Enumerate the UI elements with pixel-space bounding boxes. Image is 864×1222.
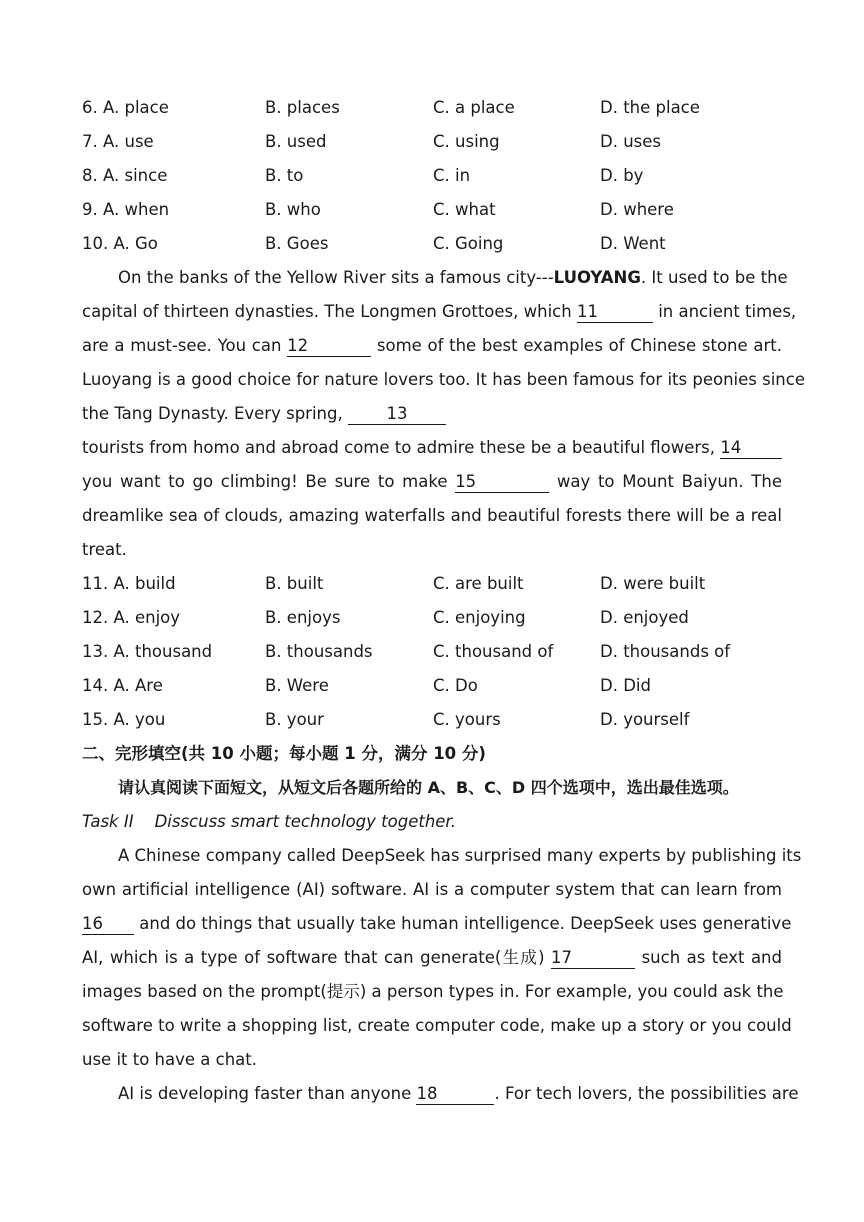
option-c: C. enjoying: [433, 608, 526, 627]
text: AI is developing faster than anyone: [118, 1084, 412, 1103]
option-d: D. where: [600, 200, 674, 219]
option-d: D. thousands of: [600, 642, 731, 661]
option-b: B. thousands: [265, 642, 373, 661]
option-a-text: A. build: [113, 574, 176, 593]
option-a: [82, 601, 180, 635]
passage1-line-5: [82, 397, 782, 431]
question-number: 15.: [82, 710, 109, 729]
question-number: 13.: [82, 642, 109, 661]
option-b: B. to: [265, 166, 304, 185]
option-b: B. your: [265, 710, 324, 729]
option-a: [82, 125, 154, 159]
option-a-text: A. Are: [113, 676, 163, 695]
passage2-line-6: software to write a shopping list, create computer code, make up a story or you could: [82, 1016, 792, 1035]
question-number: 9.: [82, 200, 98, 219]
option-a: [82, 159, 167, 193]
option-a-text: A. when: [103, 200, 170, 219]
blank-18[interactable]: 18: [416, 1084, 494, 1105]
option-a-text: A. use: [103, 132, 154, 151]
question-number: 10.: [82, 234, 109, 253]
blank-14[interactable]: 14: [720, 438, 782, 459]
option-b: B. who: [265, 200, 321, 219]
passage1-line-3: [82, 329, 782, 363]
text: the Tang Dynasty. Every spring,: [82, 404, 343, 423]
passage1-line-4: Luoyang is a good choice for nature lovers too. It has been famous for its peonies since: [82, 370, 805, 389]
option-d: D. by: [600, 166, 644, 185]
blank-17[interactable]: 17: [551, 948, 635, 969]
passage1-line-6: [82, 431, 782, 465]
option-d: D. the place: [600, 98, 700, 117]
option-a-text: A. you: [113, 710, 166, 729]
option-d: D. enjoyed: [600, 608, 689, 627]
text: tourists from homo and abroad come to admire these be a beautiful flowers,: [82, 438, 716, 457]
blank-15[interactable]: 15: [455, 472, 549, 493]
options-row-9: [82, 193, 782, 227]
option-d: D. uses: [600, 132, 661, 151]
option-b: B. built: [265, 574, 324, 593]
option-b: B. places: [265, 98, 340, 117]
question-number: 14.: [82, 676, 109, 695]
option-a-text: A. since: [103, 166, 168, 185]
option-d: D. Did: [600, 676, 651, 695]
option-c: C. what: [433, 200, 496, 219]
option-a: [82, 703, 165, 737]
blank-16[interactable]: 16: [82, 914, 134, 935]
option-c: C. are built: [433, 574, 524, 593]
blank-11[interactable]: 11: [577, 302, 653, 323]
text: in ancient times,: [658, 302, 797, 321]
option-a: [82, 635, 212, 669]
option-c: C. a place: [433, 98, 515, 117]
passage1-line-2: [82, 295, 797, 329]
text: some of the best examples of Chinese stone art.: [376, 336, 782, 355]
option-a-text: A. thousand: [113, 642, 213, 661]
option-a: [82, 91, 169, 125]
options-row-14: [82, 669, 782, 703]
question-number: 7.: [82, 132, 98, 151]
passage2-line-8: [82, 1077, 799, 1111]
passage1-line-7: [82, 465, 782, 499]
option-c: C. in: [433, 166, 471, 185]
text: AI, which is a type of software that can generate(生成): [82, 948, 545, 967]
option-b: B. Goes: [265, 234, 329, 253]
options-row-7: [82, 125, 782, 159]
passage2-line-1: A Chinese company called DeepSeek has surprised many experts by publishing its: [118, 846, 802, 865]
options-row-12: [82, 601, 782, 635]
option-a-text: A. Go: [113, 234, 158, 253]
option-c: C. Do: [433, 676, 478, 695]
options-row-13: [82, 635, 782, 669]
option-c: C. Going: [433, 234, 504, 253]
option-b: B. Were: [265, 676, 329, 695]
text: such as text and: [641, 948, 782, 967]
section-instruction: 请认真阅读下面短文，从短文后各题所给的 A、B、C、D 四个选项中，选出最佳选项。: [118, 778, 739, 797]
blank-13[interactable]: 13: [348, 404, 446, 425]
city-name: LUOYANG: [553, 268, 641, 287]
passage1-line-8: dreamlike sea of clouds, amazing waterfalls and beautiful forests there will be a real: [82, 506, 782, 525]
question-number: 8.: [82, 166, 98, 185]
option-d: D. were built: [600, 574, 706, 593]
option-b: B. enjoys: [265, 608, 341, 627]
option-b: B. used: [265, 132, 327, 151]
option-c: C. using: [433, 132, 500, 151]
option-a-text: A. enjoy: [113, 608, 181, 627]
option-a: [82, 669, 163, 703]
text: and do things that usually take human intelligence. DeepSeek uses generative: [139, 914, 792, 933]
question-number: 12.: [82, 608, 109, 627]
option-a-text: A. place: [103, 98, 169, 117]
option-c: C. yours: [433, 710, 501, 729]
option-a: [82, 567, 176, 601]
options-row-6: [82, 91, 782, 125]
options-row-8: [82, 159, 782, 193]
text: are a must-see. You can: [82, 336, 282, 355]
question-number: 6.: [82, 98, 98, 117]
text: you want to go climbing! Be sure to make: [82, 472, 448, 491]
section-title: 二、完形填空(共 10 小题；每小题 1 分，满分 10 分): [82, 744, 486, 763]
option-c: C. thousand of: [433, 642, 554, 661]
passage1-line-9: treat.: [82, 540, 127, 559]
options-row-15: [82, 703, 782, 737]
text: . For tech lovers, the possibilities are: [494, 1084, 799, 1103]
option-d: D. yourself: [600, 710, 690, 729]
blank-12[interactable]: 12: [287, 336, 371, 357]
options-row-11: [82, 567, 782, 601]
text: capital of thirteen dynasties. The Longmen Grottoes, which: [82, 302, 572, 321]
passage2-line-7: use it to have a chat.: [82, 1050, 257, 1069]
passage2-line-2: own artificial intelligence (AI) software. AI is a computer system that can learn from: [82, 880, 782, 899]
question-number: 11.: [82, 574, 109, 593]
task-title: Task II Disscuss smart technology together.: [82, 812, 456, 831]
option-a: [82, 227, 158, 261]
passage1-line-1: [82, 261, 788, 295]
text: way to Mount Baiyun. The: [556, 472, 782, 491]
options-row-10: [82, 227, 782, 261]
text: . It used to be the: [640, 268, 788, 287]
passage2-line-5: images based on the prompt(提示) a person types in. For example, you could ask the: [82, 982, 784, 1001]
text: On the banks of the Yellow River sits a famous city---: [118, 268, 554, 287]
passage2-line-4: [82, 941, 782, 975]
passage2-line-3: [82, 907, 792, 941]
option-d: D. Went: [600, 234, 666, 253]
option-a: [82, 193, 169, 227]
